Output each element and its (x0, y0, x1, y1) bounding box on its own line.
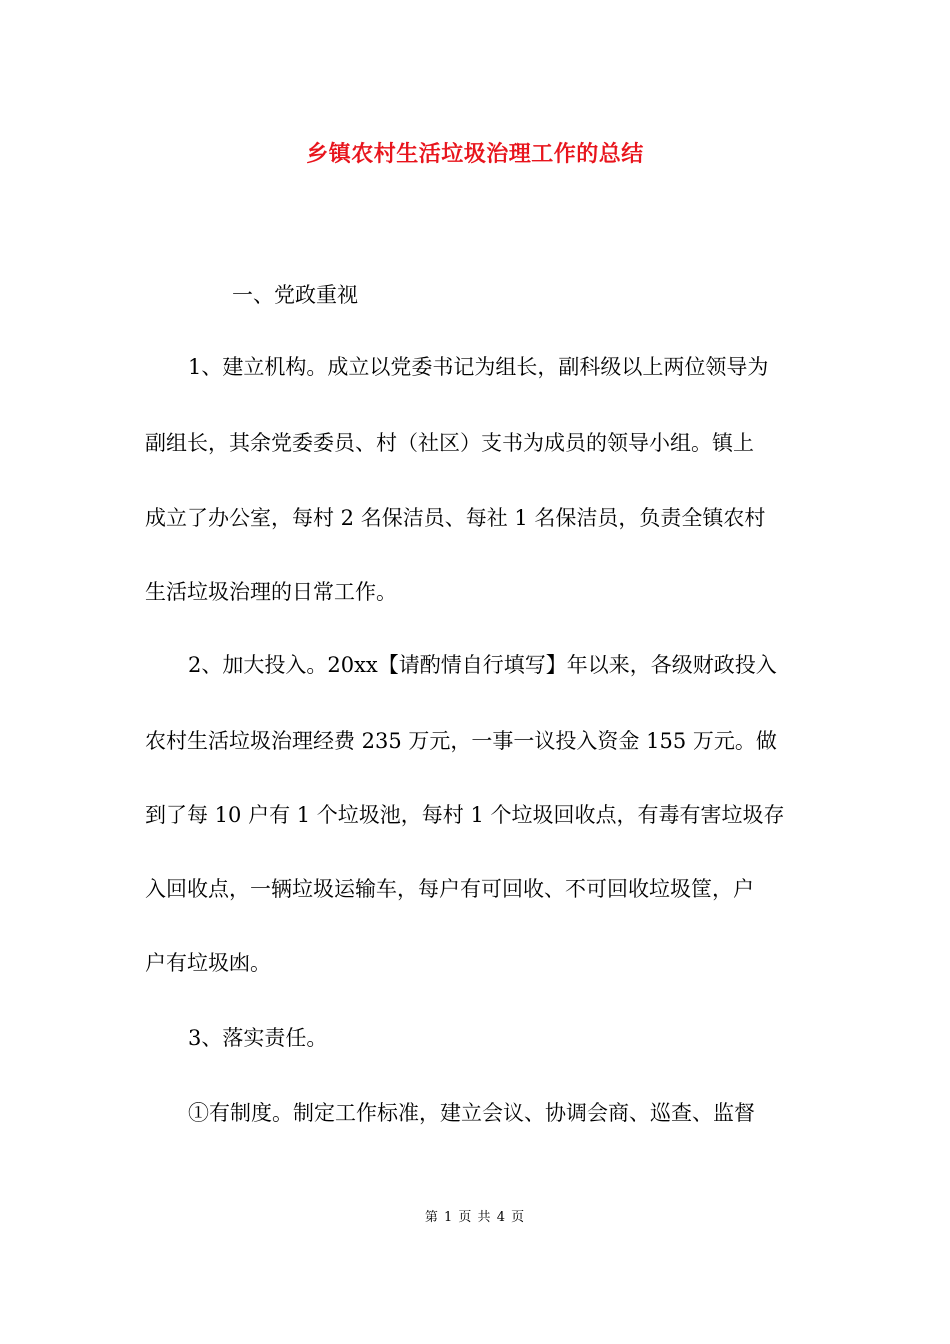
paragraph-line: 2、加大投入。20xx【请酌情自行填写】年以来，各级财政投入 (188, 653, 777, 677)
paragraph-line: 生活垃圾治理的日常工作。 (145, 580, 397, 604)
paragraph-line: 农村生活垃圾治理经费 235 万元，一事一议投入资金 155 万元。做 (145, 729, 777, 753)
paragraph-line: 入回收点，一辆垃圾运输车，每户有可回收、不可回收垃圾筐，户 (145, 877, 754, 901)
paragraph-line: 副组长，其余党委委员、村（社区）支书为成员的领导小组。镇上 (145, 431, 754, 455)
paragraph-line: ①有制度。制定工作标准，建立会议、协调会商、巡查、监督 (188, 1101, 755, 1125)
paragraph-line: 户有垃圾凼。 (145, 951, 271, 975)
paragraph-line: 成立了办公室，每村 2 名保洁员、每社 1 名保洁员，负责全镇农村 (145, 506, 766, 530)
section-heading: 一、党政重视 (232, 283, 358, 307)
paragraph-line: 1、建立机构。成立以党委书记为组长，副科级以上两位领导为 (188, 355, 769, 379)
document-title: 乡镇农村生活垃圾治理工作的总结 (306, 141, 644, 167)
paragraph-line: 到了每 10 户有 1 个垃圾池，每村 1 个垃圾回收点，有毒有害垃圾存 (145, 803, 785, 827)
page-number: 第 1 页 共 4 页 (424, 1210, 526, 1225)
paragraph-line: 3、落实责任。 (188, 1026, 328, 1050)
